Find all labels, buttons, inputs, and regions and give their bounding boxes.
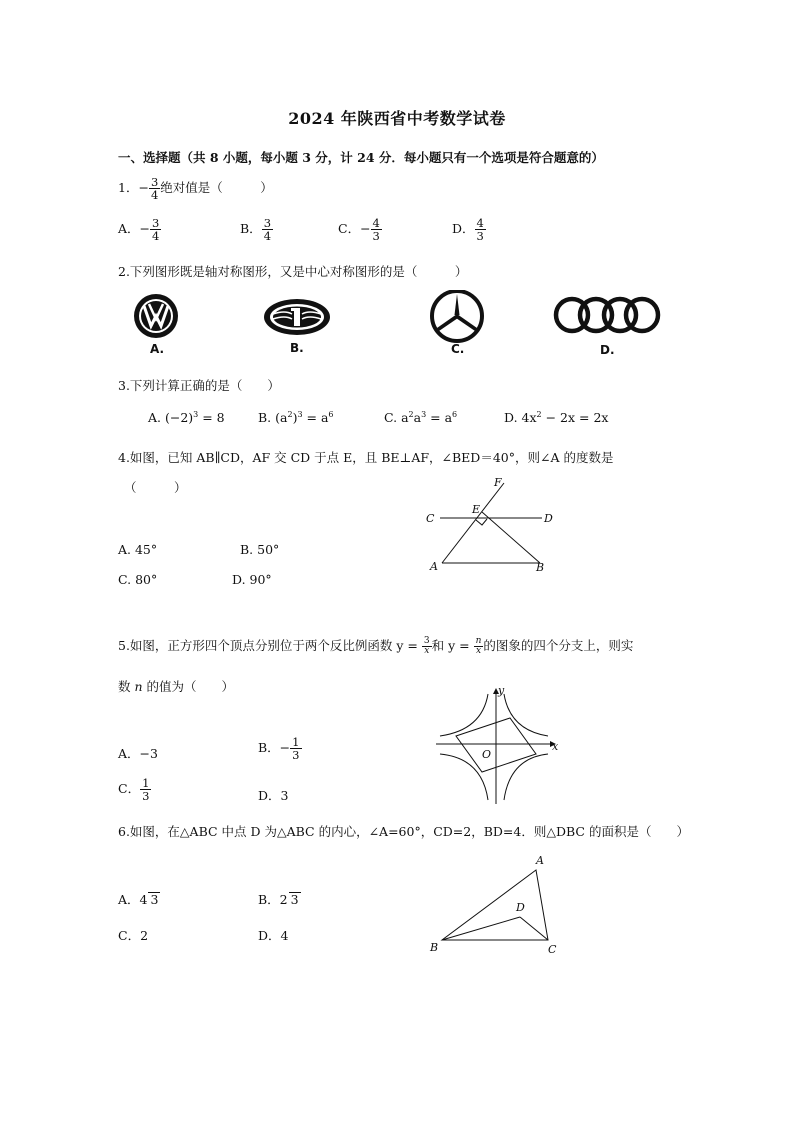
q5-option-b[interactable]: B．− $\frac{1}{3}$ <box>258 735 300 763</box>
question-2-stem: 2.下列图形既是轴对称图形，又是中心对称图形的是（ ） <box>118 264 468 279</box>
triangle-abc <box>442 870 548 940</box>
vw-logo-icon[interactable] <box>130 292 184 342</box>
faw-logo-icon[interactable] <box>262 297 332 339</box>
q2-label-a: A. <box>150 342 165 356</box>
label-b: B <box>536 561 545 574</box>
label-y: y <box>498 684 505 697</box>
q4-figure <box>420 472 570 577</box>
q1-option-b[interactable]: B． $\frac{3}{4}$ <box>240 216 272 244</box>
q1-option-c[interactable]: C．− $\frac{4}{3}$ <box>338 216 380 244</box>
label-f: F <box>494 476 502 489</box>
q1-option-a[interactable]: A．− $\frac{3}{4}$ <box>118 216 160 244</box>
q4-option-c[interactable]: C. 80° <box>118 572 158 587</box>
label-c: C <box>548 943 557 956</box>
question-3-stem: 3.下列计算正确的是（ ） <box>118 378 280 393</box>
q6-option-b[interactable]: B．2 3 <box>258 892 299 907</box>
q2-label-c: C. <box>451 342 465 356</box>
q1-prefix: 1．− <box>118 180 149 196</box>
hyperbola-q1 <box>504 694 548 736</box>
q5-figure <box>430 684 560 808</box>
q6-option-c[interactable]: C．2 <box>118 928 149 943</box>
q3-option-b[interactable]: B. $(a^2)^3 = a^6$ <box>258 409 334 425</box>
q3-option-a[interactable]: A. $(-2)^3 = 8$ <box>148 409 225 425</box>
q4-paren: （ ） <box>124 480 187 495</box>
label-d: D <box>544 512 553 525</box>
question-5-stem-line2: 数 n 的值为（ ） <box>118 679 235 694</box>
label-a: A <box>536 854 544 867</box>
q6-figure <box>424 850 564 960</box>
segment-bd <box>442 917 520 940</box>
q1-fraction: $\frac{3}{4}$ <box>150 175 159 203</box>
mercedes-logo-icon[interactable] <box>428 290 486 344</box>
label-a: A <box>430 560 438 573</box>
q3-option-d[interactable]: D. $4x^2 - 2x = 2x$ <box>504 409 609 425</box>
q4-option-a[interactable]: A. 45° <box>118 542 158 557</box>
question-6-stem: 6.如图，在△ABC 中点 D 为△ABC 的内心，∠A=60°，CD=2，BD=4．则△DBC 的面积是（ ） <box>118 824 689 839</box>
segment-cd <box>520 917 548 940</box>
page-title: 2024 年陕西省中考数学试卷 <box>288 109 506 128</box>
q1-option-d[interactable]: D． $\frac{4}{3}$ <box>452 216 484 244</box>
label-b: B <box>430 941 439 954</box>
line-be <box>482 512 540 563</box>
question-1-stem <box>118 176 273 201</box>
hyperbola-q3 <box>440 754 488 800</box>
q6-option-d[interactable]: D．4 <box>258 928 289 943</box>
label-d: D <box>516 901 525 914</box>
hyperbola-q4 <box>504 754 548 800</box>
label-c: C <box>426 512 435 525</box>
section-heading: 一、选择题（共 8 小题，每小题 3 分，计 24 分．每小题只有一个选项是符合题意的） <box>118 150 604 165</box>
q5-option-c[interactable]: C． $\frac{1}{3}$ <box>118 776 150 804</box>
hyperbola-q2 <box>440 694 488 736</box>
q6-option-a[interactable]: A．4 3 <box>118 892 159 907</box>
q2-label-d: D. <box>600 343 615 357</box>
q2-label-b: B. <box>290 341 304 355</box>
q1-suffix: 绝对值是（ ） <box>160 180 273 196</box>
right-angle-mark <box>476 519 487 525</box>
q5-option-d[interactable]: D．3 <box>258 788 289 803</box>
label-o: O <box>482 748 492 761</box>
question-4-stem: 4.如图，已知 AB∥CD，AF 交 CD 于点 E，且 BE⊥AF，∠BED＝40°，则∠A 的度数是 <box>118 450 614 465</box>
label-e: E <box>472 503 481 516</box>
q4-option-d[interactable]: D. 90° <box>232 572 272 587</box>
q3-option-c[interactable]: C. $a^2a^3 = a^6$ <box>384 409 458 425</box>
audi-logo-icon[interactable] <box>552 294 662 336</box>
label-x: x <box>552 740 559 753</box>
question-5-stem: 5.如图，正方形四个顶点分别位于两个反比例函数 y = $\frac{3}{x}$ 和 y = $\frac{n}{x}$ 的图象的四个分支上，则实 <box>118 635 634 656</box>
q5-option-a[interactable]: A．−3 <box>118 746 158 761</box>
q4-option-b[interactable]: B. 50° <box>240 542 280 557</box>
